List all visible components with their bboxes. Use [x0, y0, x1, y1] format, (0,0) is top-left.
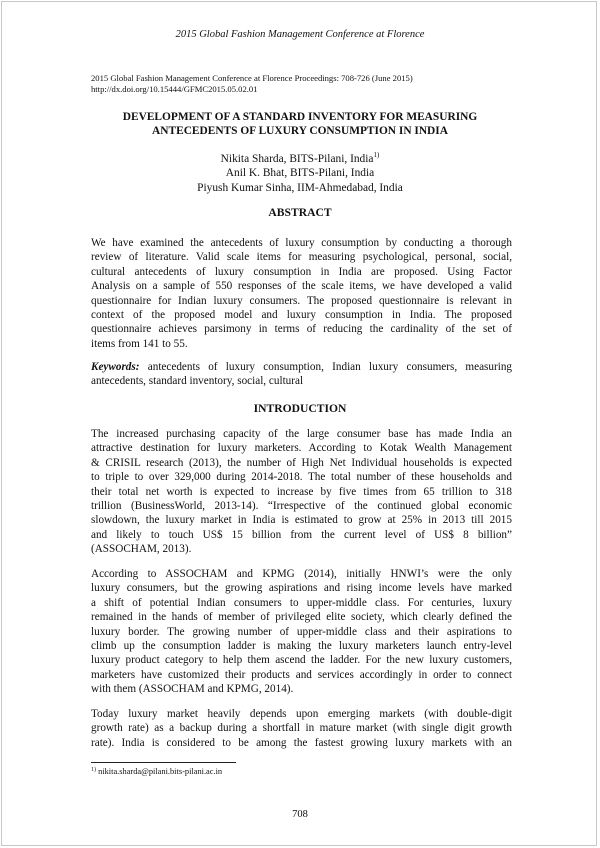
text-line: to triple to over 329,000 during 2014-2018. The total number of these households and: [91, 471, 512, 484]
text-line: luxury border. The growing number of upper-middle class and their aspirations to: [91, 625, 512, 638]
text-line: growth rate) as a backup during a shortfall in mature market (with single digit growth: [91, 722, 512, 735]
intro-paragraph-3: [91, 707, 512, 750]
text-line: & CRISIL research (2013), the number of High Net Individual households is expected: [91, 456, 512, 469]
text-line: climb up the consumption ladder is making the luxury marketers launch entry-level: [91, 639, 512, 652]
author-list: [60, 152, 540, 195]
author-line: Anil K. Bhat, BITS-Pilani, India: [225, 167, 375, 180]
intro-paragraph-2: [91, 567, 512, 697]
footnote-email[interactable]: nikita.sharda@pilani.bits-pilani.ac.in: [98, 767, 223, 776]
author-line: [60, 152, 540, 166]
footnote-marker: 1): [91, 767, 96, 773]
text-line: We have examined the antecedents of luxury consumption by conducting a thorough: [91, 237, 512, 249]
page-number: 708: [292, 809, 308, 820]
text-line: Today luxury market heavily depends upon emerging markets (with double-digit: [91, 708, 512, 720]
text-line: remained in the hands of member of privileged elite society, which clearly defined the: [91, 611, 512, 624]
footnote: [91, 767, 222, 776]
keywords-paragraph: [91, 360, 512, 389]
text-line: rate). India is considered to be among the fastest growing luxury markets with an: [91, 736, 512, 749]
author-affiliation: Nikita Sharda, BITS-Pilani, India: [220, 153, 374, 165]
author-line: Piyush Kumar Sinha, IIM-Ahmedabad, India: [197, 181, 403, 194]
abstract-paragraph: [91, 236, 512, 351]
text-line: Analysis on a sample of 550 responses of the scale items, we have developed a valid: [91, 280, 512, 293]
text-line: context of the proposed model and luxury consumption in India. The proposed: [91, 308, 512, 321]
introduction-heading: INTRODUCTION: [253, 402, 347, 415]
footnote-separator: [91, 762, 236, 763]
intro-paragraph-1: [91, 427, 512, 557]
abstract-heading: ABSTRACT: [268, 206, 332, 219]
text-line: According to ASSOCHAM and KPMG (2014), initially HNWI’s were the only: [91, 568, 512, 580]
text-line: (ASSOCHAM, 2013).: [91, 543, 192, 556]
text-line: attractive destination for luxury marketers. According to Kotak Wealth Management: [91, 442, 512, 455]
text-line: their total net worth is expected to increase by five times from 65 trillion to 318: [91, 485, 512, 498]
text-line: cultural antecedents of luxury consumption in India are proposed. Using Factor: [91, 265, 512, 278]
text-line: luxury consumers, but the growing aspirations and rising income levels have marked: [91, 582, 512, 595]
title-line: ANTECEDENTS OF LUXURY CONSUMPTION IN INDIA: [152, 125, 448, 137]
text-line: marketers have customized their products and services accordingly in order to connect: [91, 668, 512, 681]
text-line: items from 141 to 55.: [91, 337, 188, 350]
text-line: review of literature. Valid scale items for measuring psychological, personal, social,: [91, 251, 512, 264]
text-line: questionnaire for Indian luxury consumers. The proposed questionnaire is relevant in: [91, 294, 512, 307]
running-head: 2015 Global Fashion Management Conference at Florence: [175, 29, 425, 40]
text-line: trillion (BusinessWorld, 2013-14). “Irrespective of the continued global economic: [91, 499, 512, 512]
text-line: and likely to touch US$ 15 billion from the current level of US$ 8 billion”: [91, 528, 512, 541]
title-line: DEVELOPMENT OF A STANDARD INVENTORY FOR MEASURING: [122, 111, 478, 123]
text-line: luxury product category to help them ascend the ladder. For the new luxury customers,: [91, 654, 512, 667]
text-line: The increased purchasing capacity of the large consumer base has made India an: [91, 428, 512, 440]
text-line: with them (ASSOCHAM and KPMG, 2014).: [91, 683, 294, 696]
paper-title: [60, 110, 540, 138]
text-line: a shift of potential Indian consumers to upper-middle class. For centuries, luxury: [91, 596, 512, 609]
text-line: antecedents, standard inventory, social, cultural: [91, 375, 304, 388]
text-line: [91, 360, 512, 374]
text-line: slowdown, the luxury market in India is estimated to grow at 25% in 2013 till 2015: [91, 514, 512, 527]
keywords-label: Keywords:: [91, 361, 140, 373]
proceedings-citation: 2015 Global Fashion Management Conference at Florence Proceedings: 708-726 (June 2015): [91, 73, 413, 83]
proceedings-info: [91, 73, 511, 95]
keywords-text: antecedents of luxury consumption, Indian luxury consumers, measuring: [147, 361, 513, 373]
doi-link[interactable]: http://dx.doi.org/10.15444/GFMC2015.05.02.01: [91, 84, 258, 94]
footnote-marker: 1): [373, 151, 380, 159]
text-line: questionnaire achieves parsimony in terms of reducing the cardinality of the set of: [91, 323, 512, 336]
